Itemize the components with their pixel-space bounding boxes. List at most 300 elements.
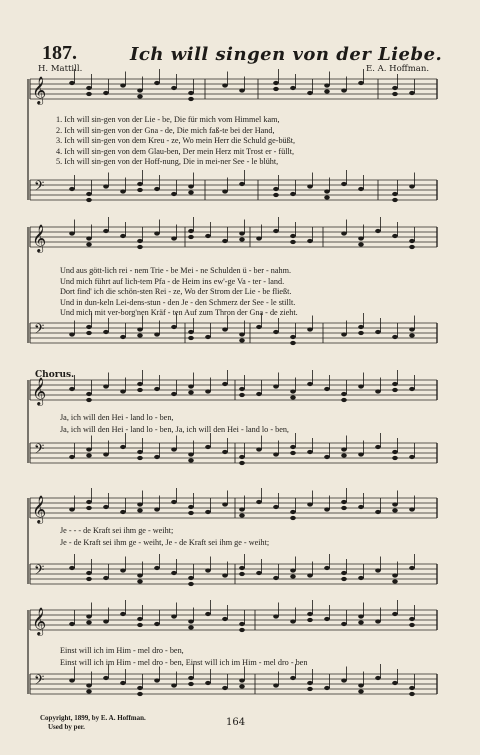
note-head xyxy=(103,384,109,388)
note-head xyxy=(103,452,109,456)
note-head xyxy=(188,91,194,95)
note-head xyxy=(307,573,313,577)
note-head xyxy=(154,622,160,626)
note-head xyxy=(324,566,330,570)
note-head xyxy=(409,623,415,627)
note-head xyxy=(290,389,296,393)
note-head xyxy=(86,571,92,575)
verse-lyrics-block-b xyxy=(60,266,298,319)
note-head xyxy=(273,330,279,334)
note-head xyxy=(171,500,177,504)
note-head xyxy=(256,571,262,575)
note-head xyxy=(239,461,245,465)
note-head xyxy=(409,239,415,243)
note-head xyxy=(137,508,143,512)
note-head xyxy=(188,229,194,233)
verse-line: Und in dun-keln Lei-dens-stun - den Je - den Schmerz der See - le stillt. xyxy=(60,297,296,307)
note-head xyxy=(222,327,228,331)
note-head xyxy=(256,500,262,504)
note-head xyxy=(171,236,177,240)
note-head xyxy=(103,505,109,509)
note-head xyxy=(290,516,296,520)
note-head xyxy=(188,505,194,509)
note-head xyxy=(69,566,75,570)
note-head xyxy=(375,568,381,572)
note-head xyxy=(154,455,160,459)
note-head xyxy=(239,237,245,241)
note-head xyxy=(409,692,415,696)
note-head xyxy=(392,579,398,583)
note-head xyxy=(341,577,347,581)
note-head xyxy=(103,576,109,580)
verse-lyrics-block-a xyxy=(56,115,295,168)
note-head xyxy=(205,612,211,616)
note-head xyxy=(188,619,194,623)
note-head xyxy=(120,335,126,339)
note-head xyxy=(86,236,92,240)
note-head xyxy=(290,451,296,455)
note-head xyxy=(392,382,398,386)
note-head xyxy=(103,184,109,188)
note-head xyxy=(273,87,279,91)
note-head xyxy=(120,612,126,616)
note-head xyxy=(358,242,364,246)
note-head xyxy=(273,576,279,580)
note-head xyxy=(188,390,194,394)
note-head xyxy=(120,234,126,238)
note-head xyxy=(341,182,347,186)
author-credit: E. A. Hoffman. xyxy=(366,64,430,74)
note-head xyxy=(239,678,245,682)
note-head xyxy=(273,614,279,618)
note-head xyxy=(188,330,194,334)
note-head xyxy=(103,229,109,233)
note-head xyxy=(86,506,92,510)
note-head xyxy=(392,234,398,238)
note-head xyxy=(222,239,228,243)
note-head xyxy=(69,455,75,459)
note-head xyxy=(392,573,398,577)
composer-credit: H. Mattill. xyxy=(38,64,83,74)
note-head xyxy=(273,81,279,85)
note-head xyxy=(205,335,211,339)
note-head xyxy=(375,445,381,449)
note-head xyxy=(171,571,177,575)
note-head xyxy=(375,619,381,623)
note-head xyxy=(273,452,279,456)
note-head xyxy=(188,682,194,686)
note-head xyxy=(358,683,364,687)
note-head xyxy=(103,619,109,623)
note-head xyxy=(341,678,347,682)
note-head xyxy=(154,507,160,511)
note-head xyxy=(171,614,177,618)
note-head xyxy=(137,94,143,98)
chorus-lyric-bottom: Ja, ich will den Hei - land lo - ben, Ja, ich will den Hei - land lo - ben, xyxy=(60,425,289,434)
note-head xyxy=(239,572,245,576)
note-head xyxy=(358,452,364,456)
note-head xyxy=(290,192,296,196)
note-head xyxy=(273,187,279,191)
note-head xyxy=(188,336,194,340)
note-head xyxy=(409,617,415,621)
note-head xyxy=(307,687,313,691)
note-head xyxy=(290,341,296,345)
note-head xyxy=(409,333,415,337)
note-head xyxy=(307,327,313,331)
note-head xyxy=(307,450,313,454)
note-head xyxy=(86,577,92,581)
note-head xyxy=(392,388,398,392)
note-head xyxy=(409,566,415,570)
note-head xyxy=(188,235,194,239)
chorus-lyric-top: Ja, ich will den Hei - land lo - ben, xyxy=(60,413,174,422)
note-head xyxy=(392,681,398,685)
note-head xyxy=(137,88,143,92)
note-head xyxy=(307,184,313,188)
verse-line: 4. Ich will sin-gen von dem Glau-ben, Der mein Herz mit Trost er - füllt, xyxy=(56,146,295,156)
note-head xyxy=(239,455,245,459)
note-head xyxy=(120,189,126,193)
page-number: 164 xyxy=(226,717,246,728)
note-head xyxy=(86,620,92,624)
note-head xyxy=(120,568,126,572)
note-head xyxy=(239,231,245,235)
note-head xyxy=(86,86,92,90)
note-head xyxy=(120,389,126,393)
note-head xyxy=(290,676,296,680)
note-head xyxy=(86,92,92,96)
note-head xyxy=(222,686,228,690)
bass-clef-icon: 𝄢 xyxy=(34,672,45,691)
note-head xyxy=(154,187,160,191)
note-head xyxy=(69,231,75,235)
note-head xyxy=(222,450,228,454)
treble-clef-icon: 𝄞 xyxy=(32,495,47,523)
note-head xyxy=(273,384,279,388)
note-head xyxy=(239,393,245,397)
note-head xyxy=(69,507,75,511)
note-head xyxy=(239,387,245,391)
note-head xyxy=(273,193,279,197)
note-head xyxy=(120,445,126,449)
note-head xyxy=(273,683,279,687)
note-head xyxy=(358,505,364,509)
note-head xyxy=(171,392,177,396)
note-head xyxy=(154,231,160,235)
note-head xyxy=(358,187,364,191)
chorus-lyric-bottom: Einst will ich im Him - mel dro - ben, Einst will ich im Him - mel dro - ben xyxy=(60,658,308,667)
note-head xyxy=(358,576,364,580)
note-head xyxy=(392,92,398,96)
note-head xyxy=(137,182,143,186)
note-head xyxy=(69,81,75,85)
note-head xyxy=(188,452,194,456)
note-head xyxy=(137,239,143,243)
note-head xyxy=(188,384,194,388)
note-head xyxy=(205,234,211,238)
note-head xyxy=(69,622,75,626)
verse-line: 1. Ich will sin-gen von der Lie - be, Die für mich vom Himmel kam, xyxy=(56,115,280,124)
verse-line: Dort find' ich die schön-sten Rei - ze, Wo der Strom der Lie - be fließt. xyxy=(60,287,292,296)
note-head xyxy=(375,229,381,233)
note-head xyxy=(392,612,398,616)
note-head xyxy=(341,447,347,451)
note-head xyxy=(239,88,245,92)
note-head xyxy=(188,190,194,194)
note-head xyxy=(188,511,194,515)
note-head xyxy=(154,332,160,336)
verse-line: Und mich führt auf lich-tem Pfa - de Heim ins ew'-ge Va - ter - land. xyxy=(60,276,285,286)
note-head xyxy=(307,239,313,243)
note-head xyxy=(103,91,109,95)
note-head xyxy=(205,681,211,685)
note-head xyxy=(239,332,245,336)
note-head xyxy=(205,445,211,449)
note-head xyxy=(256,236,262,240)
treble-clef-icon: 𝄞 xyxy=(32,377,47,405)
note-head xyxy=(358,331,364,335)
note-head xyxy=(222,502,228,506)
note-head xyxy=(188,458,194,462)
usage-line: Used by per. xyxy=(48,723,85,731)
note-head xyxy=(324,195,330,199)
note-head xyxy=(358,620,364,624)
note-head xyxy=(307,382,313,386)
note-head xyxy=(392,508,398,512)
note-head xyxy=(188,576,194,580)
note-head xyxy=(222,189,228,193)
note-head xyxy=(86,500,92,504)
note-head xyxy=(86,683,92,687)
note-head xyxy=(341,453,347,457)
verse-line: Und aus gött-lich rei - nem Trie - be Mei - ne Schulden ü - ber - nahm. xyxy=(60,266,292,275)
note-head xyxy=(256,392,262,396)
note-head xyxy=(307,91,313,95)
note-head xyxy=(154,387,160,391)
note-head xyxy=(392,192,398,196)
note-head xyxy=(86,614,92,618)
note-head xyxy=(154,81,160,85)
hymn-title: Ich will singen von der Liebe. xyxy=(130,44,443,65)
note-head xyxy=(188,184,194,188)
note-head xyxy=(239,338,245,342)
note-head xyxy=(239,513,245,517)
note-head xyxy=(69,678,75,682)
note-head xyxy=(409,184,415,188)
note-head xyxy=(324,387,330,391)
note-head xyxy=(256,447,262,451)
note-head xyxy=(392,335,398,339)
chorus-label: Chorus. xyxy=(35,370,75,380)
note-head xyxy=(171,86,177,90)
chorus-lyric-bottom: Je - de Kraft sei ihm ge - weiht, Je - de Kraft sei ihm ge - weiht; xyxy=(60,538,270,547)
note-head xyxy=(290,234,296,238)
note-head xyxy=(324,189,330,193)
note-head xyxy=(324,455,330,459)
chorus-lyric-top: Je - - - de Kraft sei ihm ge - weiht; xyxy=(60,526,174,535)
note-head xyxy=(358,81,364,85)
note-head xyxy=(290,240,296,244)
copyright-notice xyxy=(40,714,146,732)
note-head xyxy=(137,382,143,386)
note-head xyxy=(222,573,228,577)
note-head xyxy=(154,678,160,682)
note-head xyxy=(290,619,296,623)
note-head xyxy=(171,683,177,687)
note-head xyxy=(409,507,415,511)
note-head xyxy=(171,325,177,329)
note-head xyxy=(358,384,364,388)
note-head xyxy=(137,188,143,192)
note-head xyxy=(86,192,92,196)
verse-line: 2. Ich will sin-gen von der Gna - de, Die mich faß-te bei der Hand, xyxy=(56,125,275,135)
note-head xyxy=(273,229,279,233)
note-head xyxy=(392,198,398,202)
note-head xyxy=(137,502,143,506)
note-head xyxy=(307,502,313,506)
note-head xyxy=(409,455,415,459)
note-head xyxy=(137,623,143,627)
note-head xyxy=(375,389,381,393)
note-head xyxy=(86,453,92,457)
note-head xyxy=(188,625,194,629)
note-head xyxy=(188,676,194,680)
note-head xyxy=(137,617,143,621)
note-head xyxy=(239,507,245,511)
note-head xyxy=(392,86,398,90)
note-head xyxy=(375,510,381,514)
note-head xyxy=(409,91,415,95)
note-head xyxy=(290,335,296,339)
note-head xyxy=(290,86,296,90)
note-head xyxy=(137,245,143,249)
note-head xyxy=(392,502,398,506)
note-head xyxy=(137,692,143,696)
note-head xyxy=(358,236,364,240)
chorus-lyric-top: Einst will ich im Him - mel dro - ben, xyxy=(60,646,184,655)
note-head xyxy=(120,681,126,685)
note-head xyxy=(137,686,143,690)
note-head xyxy=(86,447,92,451)
copyright-line: Copyright, 1899, by E. A. Hoffman. xyxy=(40,714,146,722)
bass-clef-icon: 𝄢 xyxy=(34,321,45,340)
treble-clef-icon: 𝄞 xyxy=(32,76,47,104)
note-head xyxy=(290,445,296,449)
note-head xyxy=(358,614,364,618)
note-head xyxy=(86,198,92,202)
note-head xyxy=(137,388,143,392)
note-head xyxy=(290,395,296,399)
note-head xyxy=(120,510,126,514)
note-head xyxy=(86,398,92,402)
note-head xyxy=(341,500,347,504)
note-head xyxy=(205,389,211,393)
verse-line: 5. Ich will sin-gen von der Hoff-nung, Die in mei-ner See - le blüht, xyxy=(56,157,279,166)
note-head xyxy=(392,456,398,460)
note-head xyxy=(222,83,228,87)
note-head xyxy=(358,689,364,693)
note-head xyxy=(341,506,347,510)
note-head xyxy=(137,456,143,460)
note-head xyxy=(392,450,398,454)
note-head xyxy=(86,242,92,246)
hymn-number: 187. xyxy=(42,42,77,64)
note-head xyxy=(137,333,143,337)
note-head xyxy=(69,332,75,336)
note-head xyxy=(324,686,330,690)
note-head xyxy=(103,330,109,334)
note-head xyxy=(69,387,75,391)
bass-clef-icon: 𝄢 xyxy=(34,441,45,460)
note-head xyxy=(239,628,245,632)
note-head xyxy=(409,686,415,690)
note-head xyxy=(290,574,296,578)
note-head xyxy=(86,325,92,329)
note-head xyxy=(273,505,279,509)
note-head xyxy=(86,392,92,396)
note-head xyxy=(239,684,245,688)
bass-clef-icon: 𝄢 xyxy=(34,178,45,197)
note-head xyxy=(375,676,381,680)
note-head xyxy=(341,571,347,575)
note-head xyxy=(205,568,211,572)
note-head xyxy=(239,182,245,186)
note-head xyxy=(239,566,245,570)
note-head xyxy=(307,612,313,616)
note-head xyxy=(375,330,381,334)
note-head xyxy=(188,582,194,586)
note-head xyxy=(137,450,143,454)
note-head xyxy=(341,392,347,396)
note-head xyxy=(86,689,92,693)
note-head xyxy=(222,617,228,621)
note-head xyxy=(324,83,330,87)
bass-clef-icon: 𝄢 xyxy=(34,562,45,581)
note-head xyxy=(256,325,262,329)
note-head xyxy=(341,332,347,336)
note-head xyxy=(120,83,126,87)
note-head xyxy=(409,245,415,249)
note-head xyxy=(290,568,296,572)
note-head xyxy=(171,192,177,196)
treble-clef-icon: 𝄞 xyxy=(32,224,47,252)
verse-line: 3. Ich will sin-gen von dem Kreu - ze, Wo mein Herr die Schuld ge-büßt, xyxy=(56,136,296,145)
note-head xyxy=(188,97,194,101)
note-head xyxy=(358,325,364,329)
note-head xyxy=(324,89,330,93)
note-head xyxy=(137,573,143,577)
note-head xyxy=(341,622,347,626)
note-head xyxy=(324,507,330,511)
note-head xyxy=(205,510,211,514)
note-head xyxy=(324,617,330,621)
note-head xyxy=(307,681,313,685)
note-head xyxy=(69,187,75,191)
note-head xyxy=(103,676,109,680)
note-head xyxy=(137,327,143,331)
note-head xyxy=(341,231,347,235)
note-head xyxy=(341,88,347,92)
note-head xyxy=(341,398,347,402)
note-head xyxy=(137,579,143,583)
note-head xyxy=(154,566,160,570)
note-head xyxy=(409,387,415,391)
verse-line: Und mich mit ver-borg'nen Kräf - ten Auf zum Thron der Gna - de zieht. xyxy=(60,308,298,317)
note-head xyxy=(239,622,245,626)
note-head xyxy=(222,382,228,386)
note-head xyxy=(171,447,177,451)
